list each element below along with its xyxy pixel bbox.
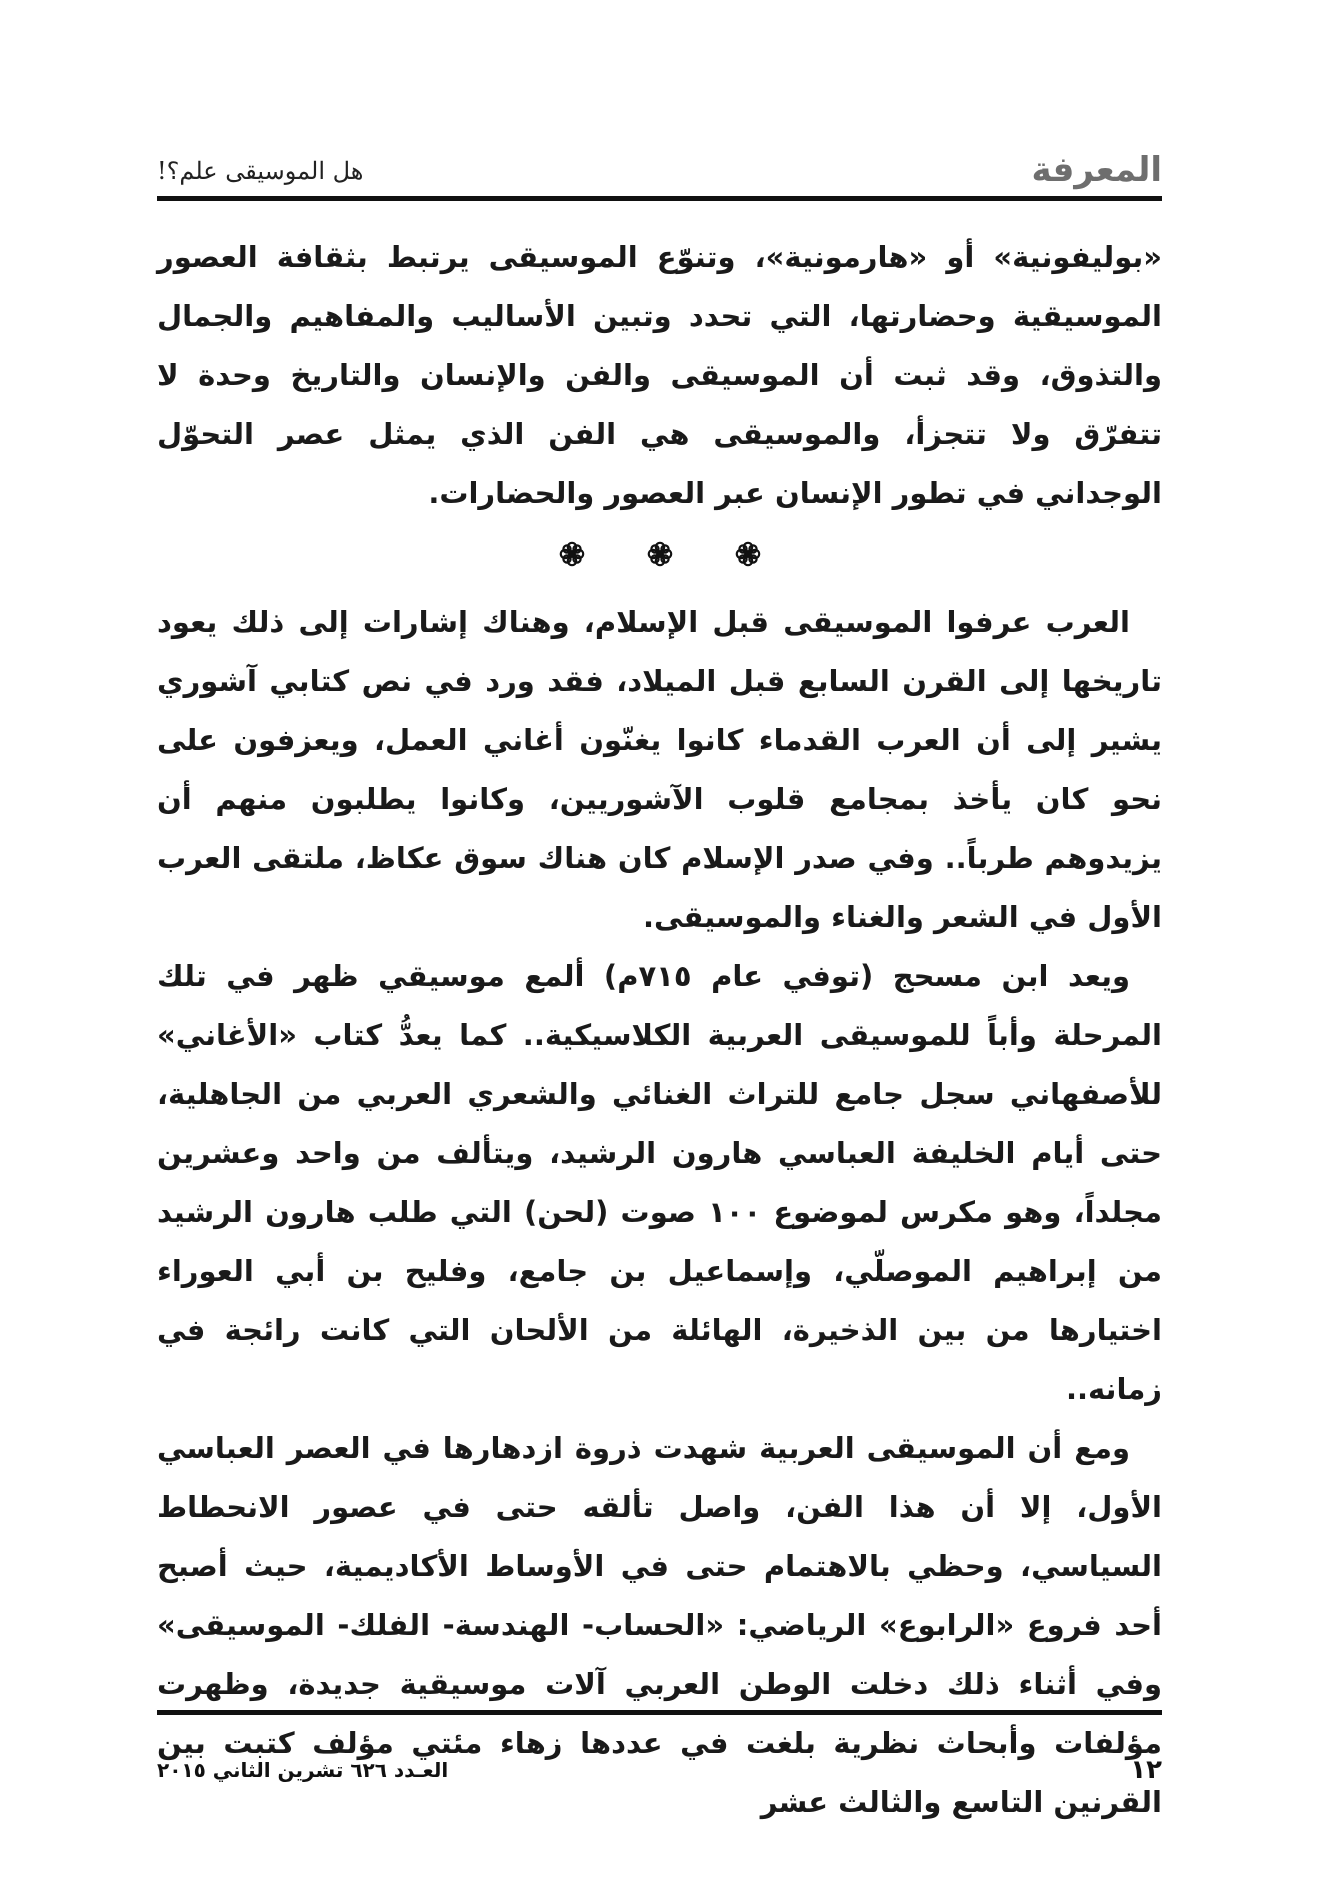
magazine-logo: المعرفة — [1031, 150, 1162, 190]
section-divider — [157, 529, 1162, 579]
paragraph-4: ومع أن الموسيقى العربية شهدت ذروة ازدهارها في العصر العباسي الأول، إلا أن هذا الفن، واصل تألقه حتى في عصور الانحطاط السياسي، وحظي بالاهتمام حتى في الأوساط الأكاديمية، حيث أصبح أحد فروع «الرابوع» الرياضي: «الحساب- الهندسة- الفلك- الموسيقى» وفي أثناء ذلك دخلت الوطن العربي آلات موسيقية جديدة، وظهرت مؤلفات وأبحاث نظرية بلغت في عددها زهاء مئتي مؤلف كتبت بين القرنين التاسع والثالث عشر — [157, 1431, 1162, 1819]
page-header — [157, 150, 1162, 190]
flower-ornament-icon — [734, 540, 762, 568]
flower-ornament-icon — [646, 540, 674, 568]
running-title: هل الموسيقى علم؟! — [157, 157, 364, 185]
page-number: ١٢ — [1130, 1755, 1162, 1785]
paragraph-3: ويعد ابن مسحج (توفي عام ٧١٥م) ألمع موسيقي ظهر في تلك المرحلة وأباً للموسيقى العربية الكلاسيكية.. كما يعدُّ كتاب «الأغاني» للأصفهاني سجل جامع للتراث الغنائي والشعري العربي من الجاهلية، حتى أيام الخليفة العباسي هارون الرشيد، ويتألف من واحد وعشرين مجلداً، وهو مكرس لموضوع ١٠٠ صوت (لحن) التي طلب هارون الرشيد من إبراهيم الموصلّي، وإسماعيل بن جامع، وفليح بن أبي العوراء اختيارها من بين الذخيرة، الهائلة من الألحان التي كانت رائجة في زمانه.. — [157, 959, 1162, 1406]
paragraph-2: العرب عرفوا الموسيقى قبل الإسلام، وهناك إشارات إلى ذلك يعود تاريخها إلى القرن السابع قبل الميلاد، فقد ورد في نص كتابي آشوري يشير إلى أن العرب القدماء كانوا يغنّون أغاني العمل، ويعزفون على نحو كان يأخذ بمجامع قلوب الآشوريين، وكانوا يطلبون منهم أن يزيدوهم طرباً.. وفي صدر الإسلام كان هناك سوق عكاظ، ملتقى العرب الأول في الشعر والغناء والموسيقى. — [157, 605, 1162, 934]
issue-info: العـدد ٦٢٦ تشرين الثاني ٢٠١٥ — [157, 1758, 449, 1782]
footer-rule — [157, 1710, 1162, 1715]
page-footer — [157, 1752, 1162, 1792]
flower-ornament-icon — [558, 540, 586, 568]
article-body — [157, 228, 1162, 1832]
paragraph-1: «بوليفونية» أو «هارمونية»، وتنوّع الموسيقى يرتبط بثقافة العصور الموسيقية وحضارتها، التي تحدد وتبين الأساليب والمفاهيم والجمال والتذوق، وقد ثبت أن الموسيقى والفن والإنسان والتاريخ وحدة لا تتفرّق ولا تتجزأ، والموسيقى هي الفن الذي يمثل عصر التحوّل الوجداني في تطور الإنسان عبر العصور والحضارات. — [157, 240, 1162, 510]
header-rule — [157, 196, 1162, 201]
